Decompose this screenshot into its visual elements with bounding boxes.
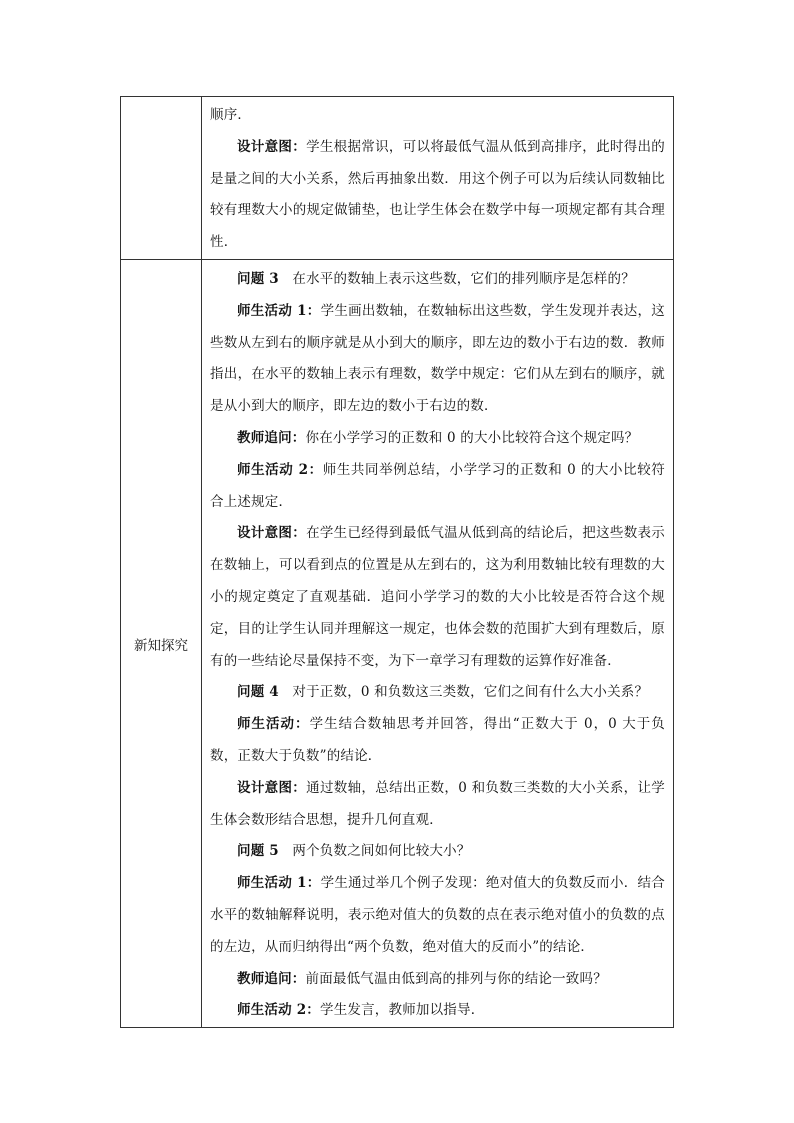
paragraph [210,677,665,709]
paragraph-label: 教师追问： [237,429,306,446]
row-label: 新知探究 [121,259,202,1027]
paragraph-text: 学生发言，教师加以指导． [320,1002,485,1019]
paragraph-label: 问题 5 [237,843,279,860]
paragraph-text: 在学生已经得到最低气温从低到高的结论后，把这些数表示在数轴上，可以看到点的位置是从左到右的，这为利用数轴比较有理数的大小的规定奠定了直观基础．追问小学学习的数的大小比较是否符合这个规定，目的让学生认同并理解这一规定，也体会数的范围扩大到有理数后，原有的一些结论尽量保持不变，为下一章学习有理数的运算作好准备． [210,525,666,669]
paragraph [210,995,665,1027]
paragraph-text: 师生共同举例总结，小学学习的正数和 0 的大小比较符合上述规定． [210,461,665,510]
paragraph-label: 师生活动 1： [237,875,321,892]
paragraph-text: 学生根据常识，可以将最低气温从低到高排序，此时得出的是量之间的大小关系，然后再抽象出数．用这个例子可以为后续认同数轴比较有理数大小的规定做铺垫，也让学生体会在数学中每一项规定都有其合理性． [210,138,666,251]
paragraph-label: 师生活动： [237,716,310,733]
paragraph-text: 学生画出数轴，在数轴标出这些数，学生发现并表达，这些数从左到右的顺序就是从小到大的顺序，即左边的数小于右边的数．教师指出，在水平的数轴上表示有理数，数学中规定：它们从左到右的顺序，就是从小到大的顺序，即左边的数小于右边的数． [210,302,665,415]
paragraph-label: 问题 3 [237,270,279,287]
paragraph [210,868,665,963]
paragraph-text: 通过数轴，总结出正数，0 和负数三类数的大小关系，让学生体会数形结合思想，提升几何直观． [210,779,666,828]
paragraph-label: 师生活动 1： [237,302,321,319]
paragraph-label: 设计意图： [237,525,307,542]
paragraph-label: 设计意图： [237,138,307,155]
paragraph-text: 学生结合数轴思考并回答，得出“正数大于 0，0 大于负数，正数大于负数”的结论． [210,716,666,764]
paragraph [210,518,665,677]
paragraph [210,709,665,773]
paragraph: 顺序． [210,107,252,123]
paragraph-text: 对于正数，0 和负数这三类数，它们之间有什么大小关系？ [292,684,649,701]
paragraph-text: 学生通过举几个例子发现：绝对值大的负数反而小．结合水平的数轴解释说明，表示绝对值大的负数的点在表示绝对值小的负数的点的左边，从而归纳得出“两个负数，绝对值大的反而小”的结论． [210,875,665,955]
paragraph-label: 师生活动 2： [237,1002,320,1019]
paragraph [210,260,665,296]
paragraph [210,296,665,423]
paragraph-label: 问题 4 [237,684,279,701]
paragraph-label: 师生活动 2： [237,461,323,478]
table-row [121,97,674,260]
paragraph [210,773,665,837]
paragraph [210,836,665,868]
paragraph-text: 前面最低气温由低到高的排列与你的结论一致吗？ [305,970,607,987]
table-row [121,259,674,1027]
paragraph-text: 你在小学学习的正数和 0 的大小比较符合这个规定吗？ [305,429,639,446]
paragraph-label: 教师追问： [237,970,306,987]
paragraph [210,455,665,519]
paragraph [210,964,665,996]
row-content [202,97,674,260]
paragraph-text: 两个负数之间如何比较大小？ [292,843,471,860]
paragraph [210,423,665,455]
row-label [121,97,202,260]
paragraph-label: 设计意图： [237,779,307,796]
paragraph-text: 在水平的数轴上表示这些数，它们的排列顺序是怎样的？ [292,270,635,287]
row-content [202,259,674,1027]
paragraph [210,132,665,259]
lesson-plan-table [120,96,674,1028]
